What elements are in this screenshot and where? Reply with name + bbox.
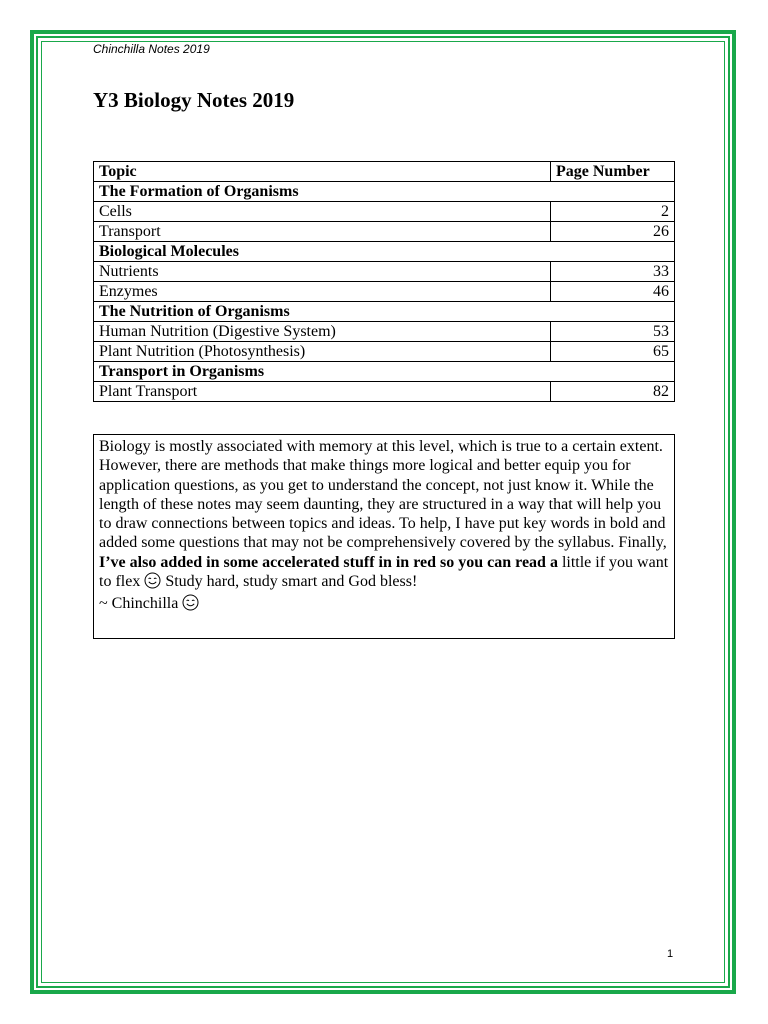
intro-bold-text: I’ve also added in some accelerated stuff in in red so you can read a (99, 553, 558, 571)
intro-signature: ~ Chinchilla (99, 595, 183, 613)
page-number: 1 (667, 948, 674, 960)
toc-page-number: 33 (551, 262, 675, 282)
toc-row (94, 382, 675, 402)
toc-page-number: 26 (551, 222, 675, 242)
intro-text: Biology is mostly associated with memory at this level, which is true to a certain extent. However, there are methods that make things more logical and better equip you for application questions, as you get to understand the concept, not just know it. While the length of these notes may seem daunting, they are structured in a way that will help you to draw connections between topics and ideas. To help, I have put key words in bold and added some questions that may not be comprehensively covered by the syllabus. Finally, (99, 438, 667, 552)
toc-section-row (94, 182, 675, 202)
toc-topic: Plant Transport (94, 382, 551, 402)
toc-section-title: Biological Molecules (94, 242, 675, 262)
toc-page-number: 53 (551, 322, 675, 342)
toc-row (94, 262, 675, 282)
toc-header-row (94, 162, 675, 182)
toc-section-title: Transport in Organisms (94, 362, 675, 382)
toc-row (94, 322, 675, 342)
toc-topic: Human Nutrition (Digestive System) (94, 322, 551, 342)
toc-topic: Enzymes (94, 282, 551, 302)
toc-page-number: 2 (551, 202, 675, 222)
toc-section-row (94, 362, 675, 382)
intro-paragraph (99, 437, 669, 617)
intro-text-box (93, 434, 675, 639)
intro-closing: Study hard, study smart and God bless! (161, 573, 418, 591)
toc-topic: Transport (94, 222, 551, 242)
toc-topic-header: Topic (94, 162, 551, 182)
toc-row (94, 222, 675, 242)
toc-row (94, 202, 675, 222)
toc-row (94, 282, 675, 302)
toc-section-row (94, 242, 675, 262)
toc-section-title: The Formation of Organisms (94, 182, 675, 202)
toc-topic: Cells (94, 202, 551, 222)
toc-row (94, 342, 675, 362)
toc-topic: Plant Nutrition (Photosynthesis) (94, 342, 551, 362)
toc-page-number: 46 (551, 282, 675, 302)
toc-section-row (94, 302, 675, 322)
running-head: Chinchilla Notes 2019 (93, 42, 210, 56)
intro-text-continued: little if you want to flex (99, 553, 669, 591)
table-of-contents (93, 161, 675, 402)
smiley-icon (182, 594, 199, 616)
document-title: Y3 Biology Notes 2019 (93, 88, 295, 112)
toc-section-title: The Nutrition of Organisms (94, 302, 675, 322)
toc-page-number: 82 (551, 382, 675, 402)
toc-page-header: Page Number (551, 162, 675, 182)
toc-topic: Nutrients (94, 262, 551, 282)
smiley-icon (144, 572, 161, 594)
toc-page-number: 65 (551, 342, 675, 362)
